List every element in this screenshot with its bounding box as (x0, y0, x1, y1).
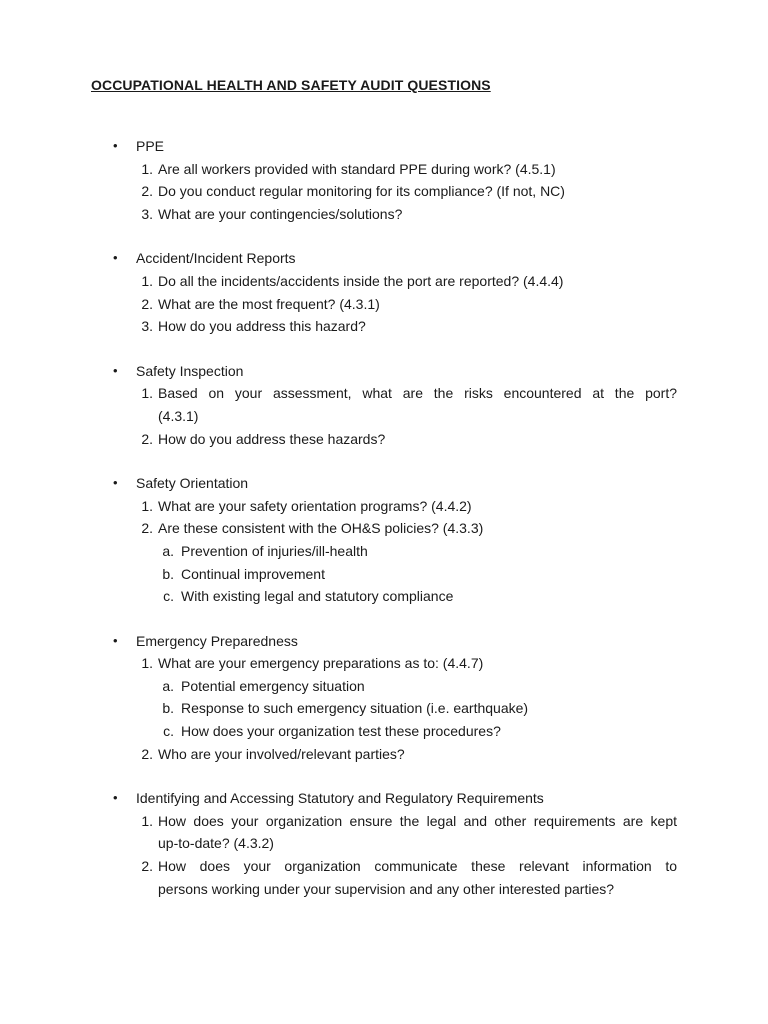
question-line (0, 495, 768, 518)
subitem-letter: a. (162, 542, 174, 559)
question-number: 2. (141, 295, 153, 312)
bullet-icon: • (113, 475, 118, 491)
question-text: How does your organization ensure the legal and other requirements are kept (158, 812, 677, 829)
question-line (0, 270, 768, 293)
question-number: 1. (141, 385, 153, 402)
section (0, 247, 768, 337)
question-number: 2. (141, 858, 153, 875)
document-title: OCCUPATIONAL HEALTH AND SAFETY AUDIT QUESTIONS (91, 77, 491, 93)
question-number: 2. (141, 520, 153, 537)
subitem-line (0, 540, 768, 563)
section (0, 787, 768, 900)
subitem-line (0, 697, 768, 720)
section-heading: Accident/Incident Reports (136, 250, 296, 267)
question-number: 2. (141, 183, 153, 200)
question-number: 2. (141, 430, 153, 447)
question-number: 3. (141, 318, 153, 335)
section-heading-line (0, 630, 768, 653)
question-line (0, 743, 768, 766)
question-line (0, 293, 768, 316)
question-text: What are your emergency preparations as to: (4.4.7) (158, 655, 484, 672)
bullet-icon: • (113, 362, 118, 378)
section-heading: Identifying and Accessing Statutory and Regulatory Requirements (136, 790, 544, 807)
section-heading-line (0, 472, 768, 495)
question-text: What are your contingencies/solutions? (158, 205, 403, 222)
subitem-line (0, 563, 768, 586)
bullet-icon: • (113, 790, 118, 806)
question-text: Based on your assessment, what are the risks encountered at the port? (158, 385, 677, 402)
question-text: How does your organization communicate these relevant information to (158, 858, 677, 875)
subitem-text: Prevention of injuries/ill-health (181, 542, 368, 559)
question-number: 1. (141, 812, 153, 829)
subitem-text: Response to such emergency situation (i.e. earthquake) (181, 700, 529, 717)
section-heading-line (0, 787, 768, 810)
question-text: Are these consistent with the OH&S policies? (4.3.3) (158, 520, 484, 537)
bullet-icon: • (113, 138, 118, 153)
bullet-icon: • (113, 632, 118, 648)
question-line (0, 382, 768, 405)
section (0, 135, 768, 225)
subitem-letter: a. (162, 677, 174, 694)
question-text: Who are your involved/relevant parties? (158, 745, 405, 762)
question-number: 1. (141, 272, 153, 289)
question-text: What are the most frequent? (4.3.1) (158, 295, 380, 312)
question-number: 1. (141, 655, 153, 672)
question-line (0, 878, 768, 901)
subitem-line (0, 720, 768, 743)
question-line (0, 517, 768, 540)
section-heading-line (0, 360, 768, 383)
subitem-letter: c. (163, 723, 174, 740)
subitem-line (0, 675, 768, 698)
subitem-text: Potential emergency situation (181, 677, 365, 694)
section-heading-line (0, 135, 768, 158)
question-text: How do you address these hazards? (158, 430, 386, 447)
question-line (0, 315, 768, 338)
section-heading-line (0, 247, 768, 270)
question-line (0, 428, 768, 451)
question-line (0, 832, 768, 855)
question-text: persons working under your supervision and any other interested parties? (158, 880, 615, 897)
question-line (0, 405, 768, 428)
question-line (0, 203, 768, 226)
subitem-letter: c. (163, 588, 174, 605)
section-list (0, 135, 768, 922)
section (0, 360, 768, 450)
subitem-letter: b. (162, 700, 174, 717)
bullet-icon: • (113, 250, 118, 266)
question-text: (4.3.1) (158, 407, 199, 424)
section (0, 472, 768, 608)
subitem-line (0, 585, 768, 608)
question-text: Are all workers provided with standard PPE during work? (4.5.1) (158, 160, 556, 177)
question-text: How do you address this hazard? (158, 318, 366, 335)
question-number: 3. (141, 205, 153, 222)
subitem-text: How does your organization test these procedures? (181, 723, 501, 740)
subitem-letter: b. (162, 565, 174, 582)
section-heading: PPE (136, 138, 165, 154)
question-line (0, 180, 768, 203)
question-line (0, 652, 768, 675)
question-line (0, 810, 768, 833)
question-text: up-to-date? (4.3.2) (158, 835, 274, 852)
question-line (0, 158, 768, 181)
question-text: Do you conduct regular monitoring for its compliance? (If not, NC) (158, 183, 565, 200)
subitem-text: Continual improvement (181, 565, 325, 582)
section-heading: Emergency Preparedness (136, 632, 298, 649)
subitem-text: With existing legal and statutory compliance (181, 588, 454, 605)
section (0, 630, 768, 766)
question-text: What are your safety orientation programs? (4.4.2) (158, 497, 472, 514)
question-number: 2. (141, 745, 153, 762)
question-number: 1. (141, 497, 153, 514)
question-number: 1. (141, 160, 153, 177)
question-line (0, 855, 768, 878)
question-text: Do all the incidents/accidents inside the port are reported? (4.4.4) (158, 272, 564, 289)
section-heading: Safety Orientation (136, 475, 249, 492)
section-heading: Safety Inspection (136, 362, 244, 379)
